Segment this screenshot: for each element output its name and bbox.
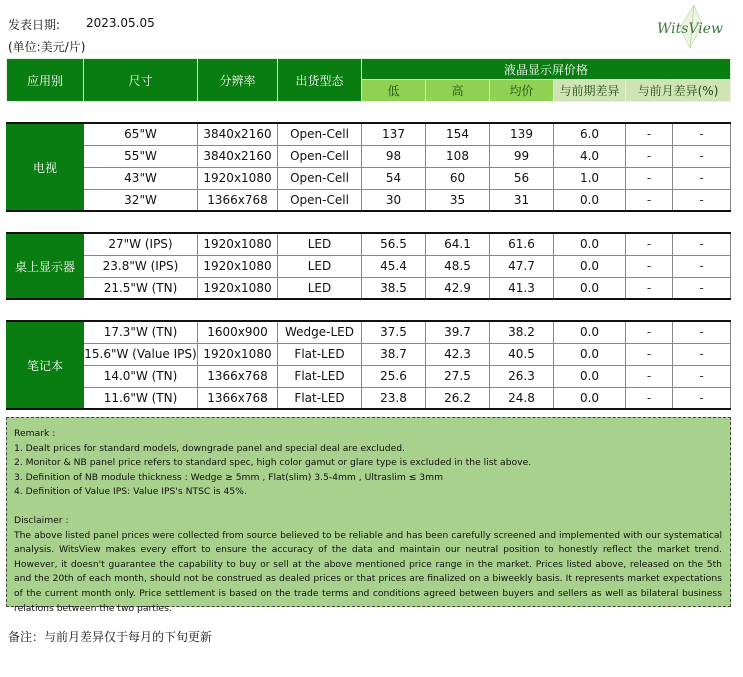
cell-low: 38.5: [362, 277, 426, 299]
witsview-logo: [650, 2, 730, 52]
header-diff-month: 与前月差异(%): [626, 80, 731, 102]
cell-diff-month-b: -: [673, 123, 731, 145]
remark-item: 3. Definition of NB module thickness : Wedge ≥ 5mm , Flat(slim) 3.5-4mm , Ultraslim ≤ 3mm: [14, 471, 444, 483]
cell-diff-month-a: -: [626, 277, 673, 299]
group-notebook: [6, 320, 731, 410]
cell-diff-month-a: -: [626, 321, 673, 343]
cell-resolution: 1600x900: [198, 321, 278, 343]
unit-label: (单位:美元/片): [8, 40, 86, 54]
cell-type: Wedge-LED: [278, 321, 362, 343]
cell-high: 39.7: [426, 321, 490, 343]
cell-high: 154: [426, 123, 490, 145]
cell-size: 32"W: [84, 189, 198, 211]
cell-diff-month-a: -: [626, 255, 673, 277]
header-avg: 均价: [490, 80, 554, 102]
cell-resolution: 1920x1080: [198, 277, 278, 299]
cell-type: LED: [278, 277, 362, 299]
cell-avg: 47.7: [490, 255, 554, 277]
cell-diff-month-a: -: [626, 233, 673, 255]
cell-diff-period: 0.0: [554, 277, 626, 299]
cell-diff-month-b: -: [673, 255, 731, 277]
cell-type: Open-Cell: [278, 167, 362, 189]
cell-diff-month-b: -: [673, 189, 731, 211]
cell-low: 25.6: [362, 365, 426, 387]
cell-avg: 38.2: [490, 321, 554, 343]
publish-date-label: 发表日期:: [8, 18, 61, 32]
cell-diff-period: 0.0: [554, 255, 626, 277]
cell-diff-month-b: -: [673, 145, 731, 167]
cell-size: 27"W (IPS): [84, 233, 198, 255]
cell-type: Flat-LED: [278, 365, 362, 387]
cell-low: 98: [362, 145, 426, 167]
cell-avg: 99: [490, 145, 554, 167]
cell-type: LED: [278, 233, 362, 255]
publish-date-value: 2023.05.05: [86, 16, 155, 30]
cell-diff-month-b: -: [673, 365, 731, 387]
cell-diff-month-a: -: [626, 365, 673, 387]
cell-size: 11.6"W (TN): [84, 387, 198, 409]
cell-resolution: 1366x768: [198, 365, 278, 387]
remark-item: 4. Definition of Value IPS: Value IPS's NTSC is 45%.: [14, 486, 247, 498]
cell-avg: 56: [490, 167, 554, 189]
app-category: 桌上显示器: [7, 233, 84, 299]
publish-date: [8, 16, 155, 33]
witsview-diamond-logo-icon: [650, 2, 730, 52]
table-row: [7, 255, 731, 277]
cell-type: LED: [278, 255, 362, 277]
cell-diff-month-a: -: [626, 123, 673, 145]
header-lcd-price: 液晶显示屏价格: [362, 59, 731, 80]
header-diff-period: 与前期差异: [554, 80, 626, 102]
cell-high: 42.9: [426, 277, 490, 299]
table-row: [7, 387, 731, 409]
cell-diff-period: 0.0: [554, 343, 626, 365]
cell-diff-month-b: -: [673, 321, 731, 343]
cell-high: 108: [426, 145, 490, 167]
cell-diff-month-b: -: [673, 277, 731, 299]
table-row: [7, 321, 731, 343]
cell-avg: 40.5: [490, 343, 554, 365]
cell-low: 30: [362, 189, 426, 211]
header-size: 尺寸: [84, 59, 198, 102]
svg-text:WitsView: WitsView: [656, 21, 724, 37]
cell-diff-period: 0.0: [554, 233, 626, 255]
cell-high: 60: [426, 167, 490, 189]
cell-diff-month-a: -: [626, 387, 673, 409]
table-row: [7, 145, 731, 167]
cell-diff-month-b: -: [673, 387, 731, 409]
header-app: 应用别: [7, 59, 84, 102]
cell-diff-period: 6.0: [554, 123, 626, 145]
table-row: [7, 123, 731, 145]
cell-avg: 31: [490, 189, 554, 211]
cell-diff-period: 0.0: [554, 321, 626, 343]
cell-size: 15.6"W (Value IPS): [84, 343, 198, 365]
group-tv: [6, 122, 731, 212]
header-resolution: 分辨率: [198, 59, 278, 102]
cell-high: 35: [426, 189, 490, 211]
cell-avg: 61.6: [490, 233, 554, 255]
table-row: [7, 365, 731, 387]
header-shipment-type: 出货型态: [278, 59, 362, 102]
cell-diff-period: 4.0: [554, 145, 626, 167]
cell-size: 65"W: [84, 123, 198, 145]
app-category: 电视: [7, 123, 84, 211]
cell-type: Open-Cell: [278, 189, 362, 211]
cell-diff-month-b: -: [673, 233, 731, 255]
cell-diff-month-a: -: [626, 343, 673, 365]
table-row: [7, 189, 731, 211]
cell-size: 14.0"W (TN): [84, 365, 198, 387]
header-high: 高: [426, 80, 490, 102]
cell-diff-month-a: -: [626, 145, 673, 167]
cell-low: 56.5: [362, 233, 426, 255]
cell-high: 48.5: [426, 255, 490, 277]
cell-high: 42.3: [426, 343, 490, 365]
cell-resolution: 1920x1080: [198, 233, 278, 255]
cell-diff-period: 0.0: [554, 189, 626, 211]
table-row: [7, 277, 731, 299]
cell-diff-month-b: -: [673, 167, 731, 189]
cell-diff-period: 0.0: [554, 365, 626, 387]
cell-low: 54: [362, 167, 426, 189]
remarks-box: [6, 417, 731, 614]
cell-avg: 24.8: [490, 387, 554, 409]
cell-avg: 139: [490, 123, 554, 145]
table-row: [7, 167, 731, 189]
cell-high: 26.2: [426, 387, 490, 409]
cell-resolution: 3840x2160: [198, 123, 278, 145]
cell-diff-period: 0.0: [554, 387, 626, 409]
remark-item: 1. Dealt prices for standard models, downgrade panel and special deal are excluded.: [14, 442, 405, 454]
cell-type: Open-Cell: [278, 123, 362, 145]
cell-resolution: 1920x1080: [198, 167, 278, 189]
header-low: 低: [362, 80, 426, 102]
app-category: 笔记本: [7, 321, 84, 409]
cell-diff-month-b: -: [673, 343, 731, 365]
cell-resolution: 1920x1080: [198, 255, 278, 277]
price-table-header: [6, 58, 731, 102]
disclaimer-text: The above listed panel prices were collected from source believed to be reliable and has been carefully screened and implemented with our systematical analysis. WitsView makes every effort to ensure the accuracy of the data and maintain our neutral position to honestly reflect the market trend. However, it doesn't guarantee the capability to buy or sell at the above mentioned price range in the market. Prices listed above, released on the 5th and the 20th of each month, should not be construed as dealed prices or that prices are finalized on a biweekly basis. It represents market expectations of the current month only. Price settlement is based on the trade terms and conditions agreed between buyers and sellers as well as bilateral business relations between the two parties.: [14, 529, 722, 614]
cell-low: 137: [362, 123, 426, 145]
cell-low: 45.4: [362, 255, 426, 277]
cell-resolution: 1920x1080: [198, 343, 278, 365]
cell-type: Flat-LED: [278, 343, 362, 365]
cell-size: 43"W: [84, 167, 198, 189]
cell-low: 38.7: [362, 343, 426, 365]
cell-resolution: 1366x768: [198, 387, 278, 409]
cell-avg: 26.3: [490, 365, 554, 387]
cell-type: Open-Cell: [278, 145, 362, 167]
disclaimer-title: Disclaimer :: [14, 514, 69, 526]
cell-diff-month-a: -: [626, 167, 673, 189]
cell-size: 55"W: [84, 145, 198, 167]
remarks-title: Remark :: [14, 428, 56, 439]
cell-avg: 41.3: [490, 277, 554, 299]
cell-high: 64.1: [426, 233, 490, 255]
cell-size: 23.8"W (IPS): [84, 255, 198, 277]
cell-resolution: 1366x768: [198, 189, 278, 211]
cell-diff-period: 1.0: [554, 167, 626, 189]
cell-type: Flat-LED: [278, 387, 362, 409]
cell-low: 37.5: [362, 321, 426, 343]
group-monitor: [6, 232, 731, 300]
cell-size: 17.3"W (TN): [84, 321, 198, 343]
cell-diff-month-a: -: [626, 189, 673, 211]
cell-resolution: 3840x2160: [198, 145, 278, 167]
table-row: [7, 233, 731, 255]
cell-size: 21.5"W (TN): [84, 277, 198, 299]
cell-low: 23.8: [362, 387, 426, 409]
table-row: [7, 343, 731, 365]
remark-item: 2. Monitor & NB panel price refers to standard spec, high color gamut or glare type is excluded in the list above.: [14, 457, 532, 469]
cell-high: 27.5: [426, 365, 490, 387]
footer-note: 备注：与前月差异仅于每月的下旬更新: [8, 630, 213, 644]
